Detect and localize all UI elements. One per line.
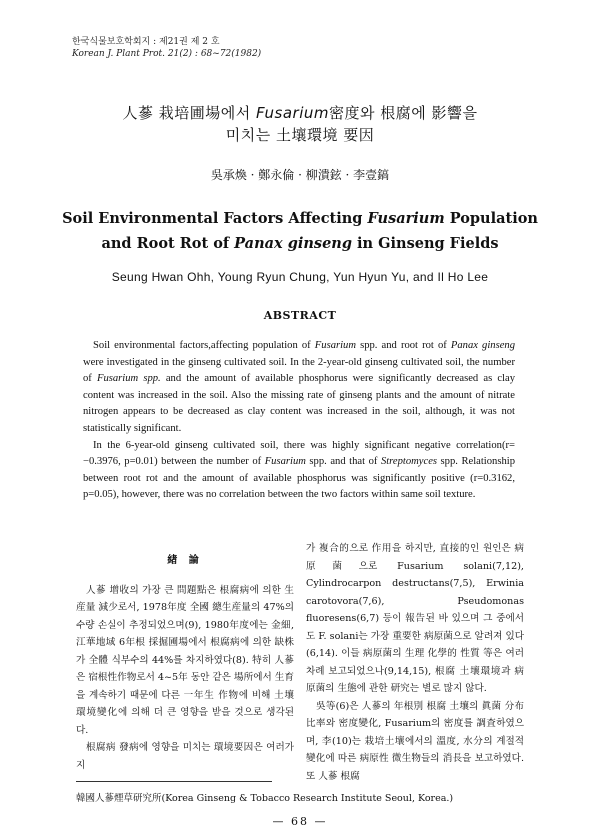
abstract-text: spp. Relationship between root rot and the amount of available phosphorus was significantly positive (r=0.3162, p=0.05), however, there was no correlation between the two factors within same soil texture.: [83, 456, 516, 501]
abstract-paragraph-1: [83, 338, 515, 438]
abstract-italic: Panax ginseng: [450, 340, 515, 351]
korean-authors: 吳承煥 · 鄭永倫 · 柳潰鉉 · 李壹鎬: [210, 168, 390, 182]
english-title-part: and Root Rot of: [101, 235, 235, 252]
english-title: [0, 206, 600, 256]
korean-title-line2: 미치는 土壤環境 要因: [225, 126, 375, 144]
english-title-part: Soil Environmental Factors Affecting: [62, 210, 368, 227]
abstract-text: were investigated in the ginseng cultivated soil. In the 2-year-old ginseng cultivated soil, the number of: [83, 356, 515, 385]
abstract-text: spp. and root rot of: [356, 340, 451, 351]
page-number: — 68 —: [272, 815, 328, 828]
intro-heading: 緖 論: [167, 555, 203, 566]
english-title-part: Population: [444, 210, 538, 227]
abstract-italic: Fusarium: [264, 456, 306, 468]
korean-title-italic: Fusarium: [256, 104, 329, 122]
abstract-paragraph-2: [83, 438, 515, 504]
abstract-italic: Fusarium spp.: [96, 373, 161, 385]
english-title-part: in Ginseng Fields: [351, 235, 499, 252]
intro-paragraph: 吳等(6)은 人蔘의 年根別 根腐 土壤의 眞菌 分布比率와 密度變化, Fusarium의 密度를 調査하였으며, 李(10)는 栽培土壤에서의 溫度, 水分의 계절적 變化에 따른 病原性 微生物들의 消長을 보고하였다. 또 人蔘 根腐: [306, 700, 524, 782]
journal-citation: [72, 36, 261, 60]
intro-paragraph: 人蔘 增收의 가장 큰 問題點은 根腐病에 의한 生産量 減少로서, 1978年度 全國 總生産量의 47%의 수량 손실이 추정되었으며(9), 1980年度에는 金細, 江華地域 6年根 採掘圃場에서 根腐病에 의한 缺株가 全體 식부수의 44%를 차지하였다(8). 特히 人蔘은 宿根性作物로서 4~5年 동안 같은 場所에서 生育을 계속하기 때문에 다른 一年生 作物에 비해 土壤 環境變化에 의해 더 큰 영향을 받을 것으로 생각된다.: [76, 584, 294, 736]
journal-korean: 한국식물보호학회지 : 제21권 제 2 호: [72, 37, 220, 47]
korean-title-part: 人蔘 栽培圃場에서: [122, 104, 256, 122]
abstract-italic: Streptomyces: [380, 456, 438, 468]
korean-title-part: 密度와 根腐에 影響을: [329, 104, 478, 122]
korean-title: [0, 102, 600, 146]
abstract-text: Soil environmental factors,affecting population of: [93, 340, 315, 351]
english-authors: Seung Hwan Ohh, Young Ryun Chung, Yun Hyun Yu, and Il Ho Lee: [111, 270, 489, 284]
affiliation-footnote: 韓國人蔘煙草研究所(Korea Ginseng & Tobacco Research Institute Seoul, Korea.): [76, 793, 454, 804]
footnote-divider: [76, 781, 272, 782]
intro-paragraph: 根腐病 發病에 영향을 미치는 環境要因은 여러가지: [76, 742, 294, 771]
abstract-italic: Fusarium: [314, 340, 356, 351]
abstract-text: spp. and that of: [305, 456, 381, 468]
abstract-text: In the 6-year-old ginseng cultivated soil, there was highly significant negative correlation(r= −0.3976, p=0.01) between the number of: [83, 439, 515, 468]
abstract-text: and the amount of available phosphorus were significantly decreased as clay content was increased in the soil. Also the missing rate of ginseng plants and the amount of nitrate nitrogen appears to be decreased as clay content was increased in the soil, although, it was not statistically significant.: [83, 373, 515, 434]
journal-english: Korean J. Plant Prot. 21(2) : 68~72(1982): [72, 49, 262, 59]
abstract-heading: ABSTRACT: [263, 309, 337, 322]
english-title-italic: Panax ginseng: [234, 235, 352, 252]
english-title-italic: Fusarium: [367, 210, 445, 227]
intro-right-column: [306, 540, 524, 785]
abstract-body: [83, 338, 515, 504]
intro-paragraph: 가 複合的으로 作用을 하지만, 直接的인 원인은 病原菌으로 Fusarium solani(7,12), Cylindrocarpon destructans(7,5), Erwinia carotovora(7,6), Pseudomonas fluoresens(6,7) 등이 報告된 바 있으며 그 중에서도 F. solani는 가장 重要한 病原菌으로 알려져 있다(6,14). 이들 病原菌의 生理 化學的 性質 等은 여러 차례 보고되었으나(9,14,15), 根腐 土壤環境과 病原菌의 生態에 관한 研究는 별로 많지 않다.: [306, 543, 524, 694]
intro-left-column: [76, 540, 294, 774]
